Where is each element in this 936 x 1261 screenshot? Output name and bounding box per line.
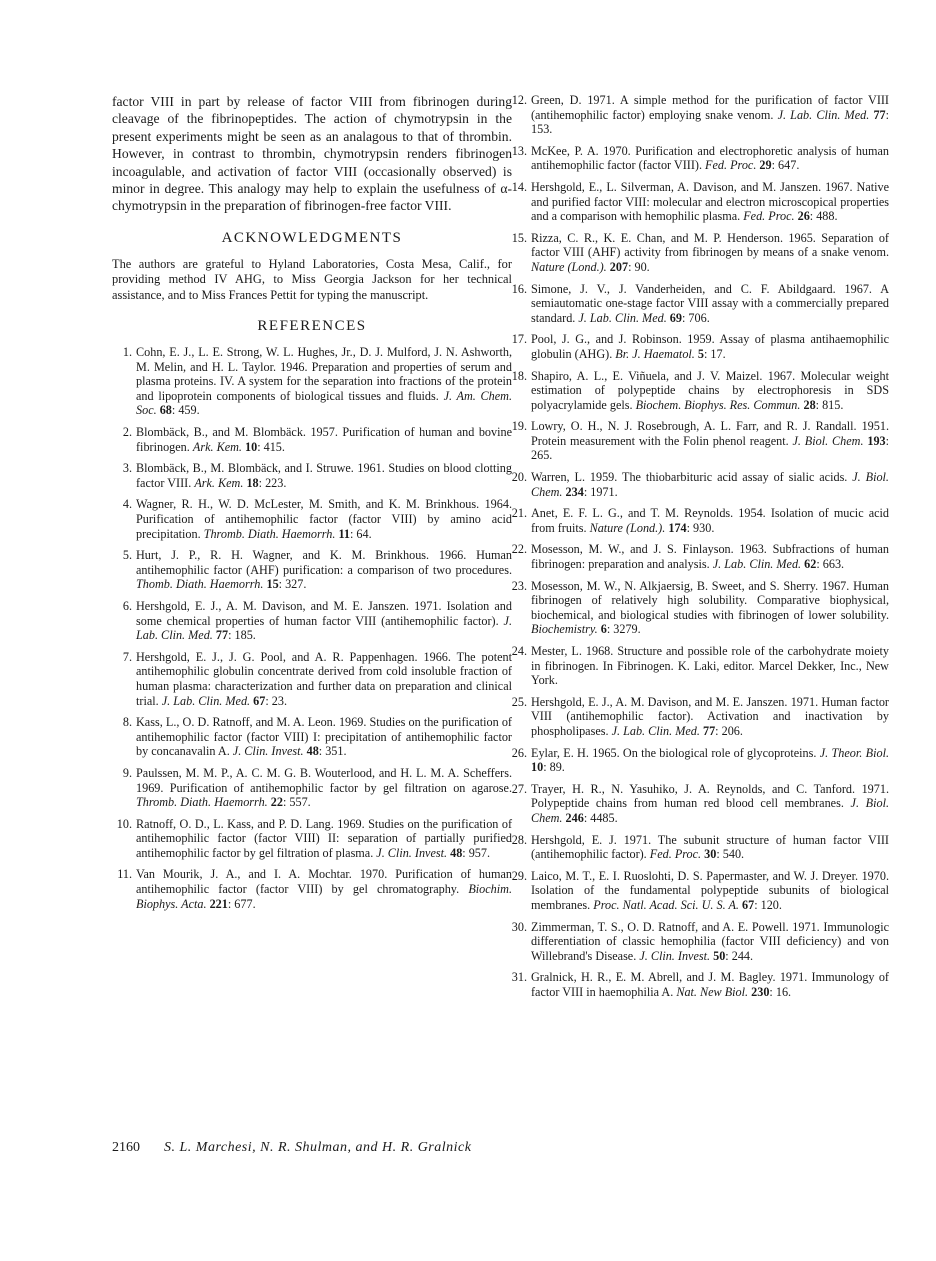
reference-item <box>112 715 512 759</box>
reference-journal: J. Lab. Clin. Med. <box>578 310 667 325</box>
reference-journal: J. Clin. Invest. <box>639 948 711 963</box>
reference-journal: J. Am. Chem. Soc. <box>136 388 513 418</box>
reference-volume: 67 <box>742 897 755 912</box>
acknowledgments-heading: ACKNOWLEDGMENTS <box>221 229 403 246</box>
reference-pages: : 64. <box>349 526 372 541</box>
reference-volume: 77 <box>873 107 886 122</box>
running-authors: S. L. Marchesi, N. R. Shulman, and H. R. Gralnick <box>164 1140 472 1155</box>
reference-text: Zimmerman, T. S., O. D. Ratnoff, and A. E. Powell. 1971. Immunologic differentiation of classic hemophilia (factor VIII deficiency) and von Willebrand's Disease. <box>531 919 889 963</box>
reference-text: Wagner, R. H., W. D. McLester, M. Smith, and K. M. Brinkhous. 1964. Purification of antihemophilic factor (factor VIII) by amino acid precipitation. <box>136 497 512 541</box>
reference-volume: 28 <box>803 397 816 412</box>
reference-number: 2. <box>122 425 132 440</box>
reference-volume: 48 <box>450 845 463 860</box>
reference-number: 20. <box>511 470 527 485</box>
reference-number: 11. <box>117 867 132 882</box>
reference-volume: 230 <box>751 984 770 999</box>
reference-journal: Thomb. Diath. Haemorrh. <box>136 577 264 592</box>
reference-volume: 10 <box>531 760 544 775</box>
reference-number: 13. <box>511 143 527 158</box>
reference-item <box>507 369 889 413</box>
reference-volume: 6 <box>600 622 607 637</box>
reference-number: 4. <box>122 497 132 512</box>
reference-number: 9. <box>122 765 132 780</box>
reference-pages: : 223. <box>258 475 287 490</box>
reference-journal: J. Clin. Invest. <box>376 845 448 860</box>
reference-item <box>112 425 512 454</box>
reference-journal: Nature (Lond.). <box>531 259 607 274</box>
reference-pages: : 706. <box>681 310 710 325</box>
reference-text: Hurt, J. P., R. H. Wagner, and K. M. Brinkhous. 1966. Human antihemophilic factor (AHF) purification: a comparison of two procedures. <box>136 548 512 577</box>
reference-pages: : 1971. <box>583 484 618 499</box>
reference-journal: Biochem. Biophys. Res. Commun. <box>635 397 801 412</box>
reference-number: 22. <box>511 542 527 557</box>
reference-text: Mosesson, M. W., and J. S. Finlayson. 1963. Subfractions of human fibrinogen: preparation and analysis. <box>531 542 889 572</box>
reference-journal: Biochemistry. <box>531 622 598 637</box>
reference-volume: 18 <box>246 475 259 490</box>
reference-journal: J. Clin. Invest. <box>232 744 304 759</box>
reference-text: Gralnick, H. R., E. M. Abrell, and J. M. Bagley. 1971. Immunology of factor VIII in haemophilia A. <box>531 970 889 999</box>
reference-pages: : 206. <box>715 723 743 738</box>
reference-number: 24. <box>511 644 527 658</box>
reference-journal: J. Biol. Chem. <box>531 796 890 825</box>
reference-number: 8. <box>122 715 132 730</box>
reference-item <box>507 332 889 361</box>
reference-text: Mosesson, M. W., N. Alkjaersig, B. Sweet, and S. Sherry. 1967. Human fibrinogen of relatively high solubility. Comparative biophysical, biochemical, and biological studies with fibrinogen of lower solubility. <box>531 578 889 622</box>
reference-list-left <box>112 345 512 911</box>
reference-volume: 26 <box>797 209 810 224</box>
reference-item <box>507 419 889 463</box>
reference-volume: 5 <box>697 346 704 361</box>
reference-journal: J. Biol. Chem. <box>792 433 864 448</box>
reference-number: 23. <box>511 578 527 593</box>
reference-number: 25. <box>511 694 527 709</box>
reference-item <box>112 650 512 708</box>
reference-pages: : 120. <box>754 897 782 912</box>
reference-pages: : 23. <box>265 693 287 708</box>
reference-item <box>112 548 512 592</box>
reference-item <box>507 506 889 535</box>
reference-number: 29. <box>511 868 527 883</box>
reference-pages: : 957. <box>462 845 491 860</box>
reference-pages: : 557. <box>282 795 311 810</box>
reference-number: 26. <box>511 745 527 760</box>
reference-journal: Nat. New Biol. <box>676 984 749 999</box>
reference-pages: : 815. <box>815 397 844 412</box>
reference-volume: 15 <box>266 577 279 592</box>
reference-item <box>507 746 889 775</box>
reference-volume: 69 <box>669 310 682 325</box>
reference-text: Hershgold, E. J. 1971. The subunit structure of human factor VIII (antihemophilic factor). <box>531 832 889 862</box>
reference-item <box>507 833 889 862</box>
reference-pages: : 185. <box>228 628 256 643</box>
reference-pages: : 930. <box>686 520 715 535</box>
reference-number: 30. <box>511 919 527 934</box>
reference-journal: Thromb. Diath. Haemorrh. <box>136 795 268 810</box>
reference-pages: : 351. <box>318 744 347 759</box>
reference-number: 12. <box>511 93 527 107</box>
reference-number: 1. <box>122 345 132 360</box>
reference-text: Anet, E. F. L. G., and T. M. Reynolds. 1954. Isolation of mucic acid from fruits. <box>531 506 889 535</box>
reference-text: Paulssen, M. M. P., A. C. M. G. B. Wouterlood, and H. L. M. A. Scheffers. 1969. Purification of antihemophilic factor by gel filtration on agarose. <box>136 765 512 795</box>
right-column <box>507 93 889 1006</box>
reference-pages: : 16. <box>769 984 792 999</box>
reference-volume: 77 <box>702 723 716 738</box>
reference-item <box>507 579 889 637</box>
reference-journal: Thromb. Diath. Haemorrh. <box>203 526 336 541</box>
reference-journal: J. Biol. Chem. <box>531 470 889 499</box>
reference-text: Simone, J. V., J. Vanderheiden, and C. F. Abildgaard. 1967. A semiautomatic one-stage factor VIII assay with a commercially prepared standard. <box>531 281 889 325</box>
reference-item <box>507 282 889 326</box>
reference-volume: 68 <box>159 403 172 418</box>
reference-item <box>112 599 512 643</box>
reference-text: Cohn, E. J., L. E. Strong, W. L. Hughes, Jr., D. J. Mulford, J. N. Ashworth, M. Melin, and H. L. Taylor. 1946. Preparation and properties of serum and plasma proteins. IV. A system for the separation into fractions of the protein and lipoprotein components of biological tissues and fluids. <box>136 345 512 403</box>
reference-text: Rizza, C. R., K. E. Chan, and M. P. Henderson. 1965. Separation of factor VIII (AHF) activity from fibrinogen by means of a snake venom. <box>531 230 889 260</box>
reference-number: 3. <box>122 461 132 476</box>
reference-item <box>507 180 889 224</box>
reference-volume: 50 <box>713 948 726 963</box>
reference-item <box>507 231 889 275</box>
reference-item <box>507 93 889 137</box>
reference-text: Lowry, O. H., N. J. Rosebrough, A. L. Farr, and R. J. Randall. 1951. Protein measurement with the Folin phenol reagent. <box>531 419 889 448</box>
reference-volume: 22 <box>270 795 283 810</box>
reference-text: McKee, P. A. 1970. Purification and electrophoretic analysis of human antihemophilic factor (factor VIII). <box>531 143 889 173</box>
reference-pages: : 265. <box>531 433 890 463</box>
body-paragraph: factor VIII in part by release of factor VIII from fibrinogen during cleavage of the fibrinopeptides. The action of chymotrypsin in the present experiments might be seen as an analagous to that of thrombin. However, in contrast to thrombin, chymotrypsin renders fibrinogen incoagulable, and activation of factor VIII (occasionally observed) is minor in degree. This analogy may help to explain the usefulness of α-chymotrypsin in the preparation of fibrinogen-free factor VIII. <box>112 94 512 214</box>
reference-journal: Proc. Natl. Acad. Sci. U. S. A. <box>593 897 739 912</box>
page-number: 2160 <box>112 1140 140 1155</box>
reference-number: 14. <box>511 179 527 194</box>
reference-text: Hershgold, E. J., A. M. Davison, and M. E. Janszen. 1971. Isolation and some chemical properties of human factor VIII (antihemophilic factor). <box>136 598 512 628</box>
reference-number: 19. <box>511 419 527 434</box>
reference-item <box>507 920 889 964</box>
reference-volume: 246 <box>565 810 584 825</box>
reference-text: Blombäck, B., and M. Blombäck. 1957. Purification of human and bovine fibrinogen. <box>136 425 512 454</box>
reference-journal: Fed. Proc. <box>649 847 702 862</box>
reference-pages: : 4485. <box>583 810 618 825</box>
reference-volume: 193 <box>867 433 886 448</box>
reference-item <box>112 461 512 490</box>
reference-text: Hershgold, E., L. Silverman, A. Davison, and M. Janszen. 1967. Native and purified factor VIII: molecular and electron microscopical properties and a comparison with hemophilic plasma. <box>531 179 889 224</box>
reference-volume: 11 <box>338 526 350 541</box>
reference-journal: J. Lab. Clin. Med. <box>161 693 251 708</box>
reference-volume: 77 <box>215 628 229 643</box>
reference-number: 16. <box>511 281 527 296</box>
reference-text: Trayer, H. R., N. Yasuhiko, J. A. Reynolds, and C. Tanford. 1971. Polypeptide chains from human red blood cell membranes. <box>531 781 889 811</box>
reference-volume: 29 <box>759 158 772 173</box>
reference-volume: 48 <box>306 744 319 759</box>
reference-number: 17. <box>511 332 527 347</box>
reference-journal: Ark. Kem. <box>194 475 244 490</box>
reference-number: 7. <box>122 649 132 664</box>
reference-pages: : 677. <box>227 896 256 911</box>
reference-item <box>112 497 512 541</box>
reference-pages: : 415. <box>257 439 285 454</box>
reference-pages: : 3279. <box>606 622 641 637</box>
reference-item <box>507 970 889 999</box>
reference-item <box>112 766 512 810</box>
reference-text: Eylar, E. H. 1965. On the biological role of glycoproteins. <box>531 745 817 760</box>
reference-volume: 67 <box>253 693 266 708</box>
reference-pages: : 327. <box>278 577 307 592</box>
reference-journal: Ark. Kem. <box>192 439 242 454</box>
references-heading: REFERENCES <box>257 318 367 335</box>
reference-pages: : 90. <box>628 259 650 274</box>
reference-pages: : 647. <box>771 158 800 173</box>
reference-volume: 174 <box>668 520 687 535</box>
reference-journal: J. Lab. Clin. Med. <box>777 107 870 122</box>
reference-text: Blombäck, B., M. Blombäck, and I. Struwe. 1961. Studies on blood clotting factor VIII. <box>136 461 512 490</box>
reference-journal: Biochim. Biophys. Acta. <box>136 882 512 911</box>
reference-pages: : 663. <box>816 557 845 572</box>
reference-volume: 221 <box>209 896 228 911</box>
reference-journal: J. Lab. Clin. Med. <box>136 613 513 643</box>
reference-number: 6. <box>122 598 132 613</box>
reference-journal: J. Lab. Clin. Med. <box>611 723 700 738</box>
reference-journal: J. Lab. Clin. Med. <box>712 557 802 572</box>
reference-number: 5. <box>122 548 132 563</box>
reference-pages: : 244. <box>725 948 754 963</box>
reference-text: Mester, L. 1968. Structure and possible role of the carbohydrate moiety in fibrinogen. In Fibrinogen. K. Laki, editor. Marcel Dekker, Inc., New York. <box>531 644 889 688</box>
reference-volume: 10 <box>245 439 258 454</box>
reference-text: Warren, L. 1959. The thiobarbituric acid assay of sialic acids. <box>531 470 848 485</box>
reference-journal: Fed. Proc. <box>743 209 795 224</box>
reference-item <box>112 345 512 418</box>
left-column <box>112 93 512 918</box>
reference-number: 28. <box>511 832 527 847</box>
reference-list-right <box>507 93 889 999</box>
reference-item <box>507 144 889 173</box>
reference-number: 31. <box>511 970 527 985</box>
reference-item <box>507 869 889 913</box>
reference-pages: : 89. <box>543 760 565 775</box>
reference-text: Green, D. 1971. A simple method for the purification of factor VIII (antihemophilic factor) employing snake venom. <box>531 93 889 122</box>
reference-volume: 62 <box>804 557 817 572</box>
reference-text: Laico, M. T., E. I. Ruoslohti, D. S. Papermaster, and W. J. Dreyer. 1970. Isolation of the fundamental polypeptide subunits of biological membranes. <box>531 868 889 912</box>
reference-pages: : 488. <box>809 209 838 224</box>
reference-item <box>112 867 512 911</box>
reference-pages: : 540. <box>716 847 745 862</box>
reference-text: Shapiro, A. L., E. Viñuela, and J. V. Maizel. 1967. Molecular weight estimation of polypeptide chains by electrophoresis in SDS polyacrylamide gels. <box>531 368 889 412</box>
reference-text: Hershgold, E. J., A. M. Davison, and M. E. Janszen. 1971. Human factor VIII (antihemophilic factor). Activation and inactivation by phospholipases. <box>531 694 889 738</box>
reference-text: Hershgold, E. J., J. G. Pool, and A. R. Pappenhagen. 1966. The potent antihemophilic globulin concentrate derived from cold insoluble fraction of human plasma: characterization and further data on preparation and clinical trial. <box>136 649 512 708</box>
reference-item <box>112 817 512 861</box>
reference-text: Pool, J. G., and J. Robinson. 1959. Assay of plasma antihaemophilic globulin (AHG). <box>531 332 889 361</box>
reference-volume: 207 <box>609 259 629 274</box>
reference-number: 27. <box>511 781 527 796</box>
reference-volume: 30 <box>704 847 717 862</box>
reference-pages: : 153. <box>531 107 890 137</box>
reference-journal: Fed. Proc. <box>705 158 757 173</box>
reference-number: 21. <box>511 506 527 521</box>
reference-text: Van Mourik, J. A., and I. A. Mochtar. 1970. Purification of human antihemophilic factor (factor VIII) by gel chromatography. <box>136 867 512 897</box>
reference-pages: : 459. <box>171 403 200 418</box>
reference-number: 18. <box>511 368 527 383</box>
acknowledgments-text: The authors are grateful to Hyland Laboratories, Costa Mesa, Calif., for providing method IV AHG, to Miss Georgia Jackson for her technical assistance, and to Miss Frances Pettit for typing the manuscript. <box>112 256 512 302</box>
reference-item <box>507 782 889 826</box>
reference-number: 10. <box>116 816 132 831</box>
reference-number: 15. <box>511 230 527 245</box>
reference-pages: : 17. <box>703 346 726 361</box>
reference-item <box>507 695 889 739</box>
reference-item <box>507 644 889 688</box>
reference-text: Ratnoff, O. D., L. Kass, and P. D. Lang. 1969. Studies on the purification of antihemophilic factor (factor VIII) II: separation of partially purified antihemophilic factor by gel filtration of plasma. <box>136 816 512 860</box>
reference-item <box>507 542 889 571</box>
reference-item <box>507 470 889 499</box>
reference-journal: Nature (Lond.). <box>589 520 666 535</box>
reference-journal: J. Theor. Biol. <box>819 745 889 760</box>
reference-text: Kass, L., O. D. Ratnoff, and M. A. Leon. 1969. Studies on the purification of antihemophilic factor (factor VIII) I: precipitation of antihemophilic factor by concanavalin A. <box>136 715 512 759</box>
reference-volume: 234 <box>565 484 584 499</box>
reference-journal: Br. J. Haematol. <box>615 346 695 361</box>
page-footer <box>112 1140 471 1156</box>
